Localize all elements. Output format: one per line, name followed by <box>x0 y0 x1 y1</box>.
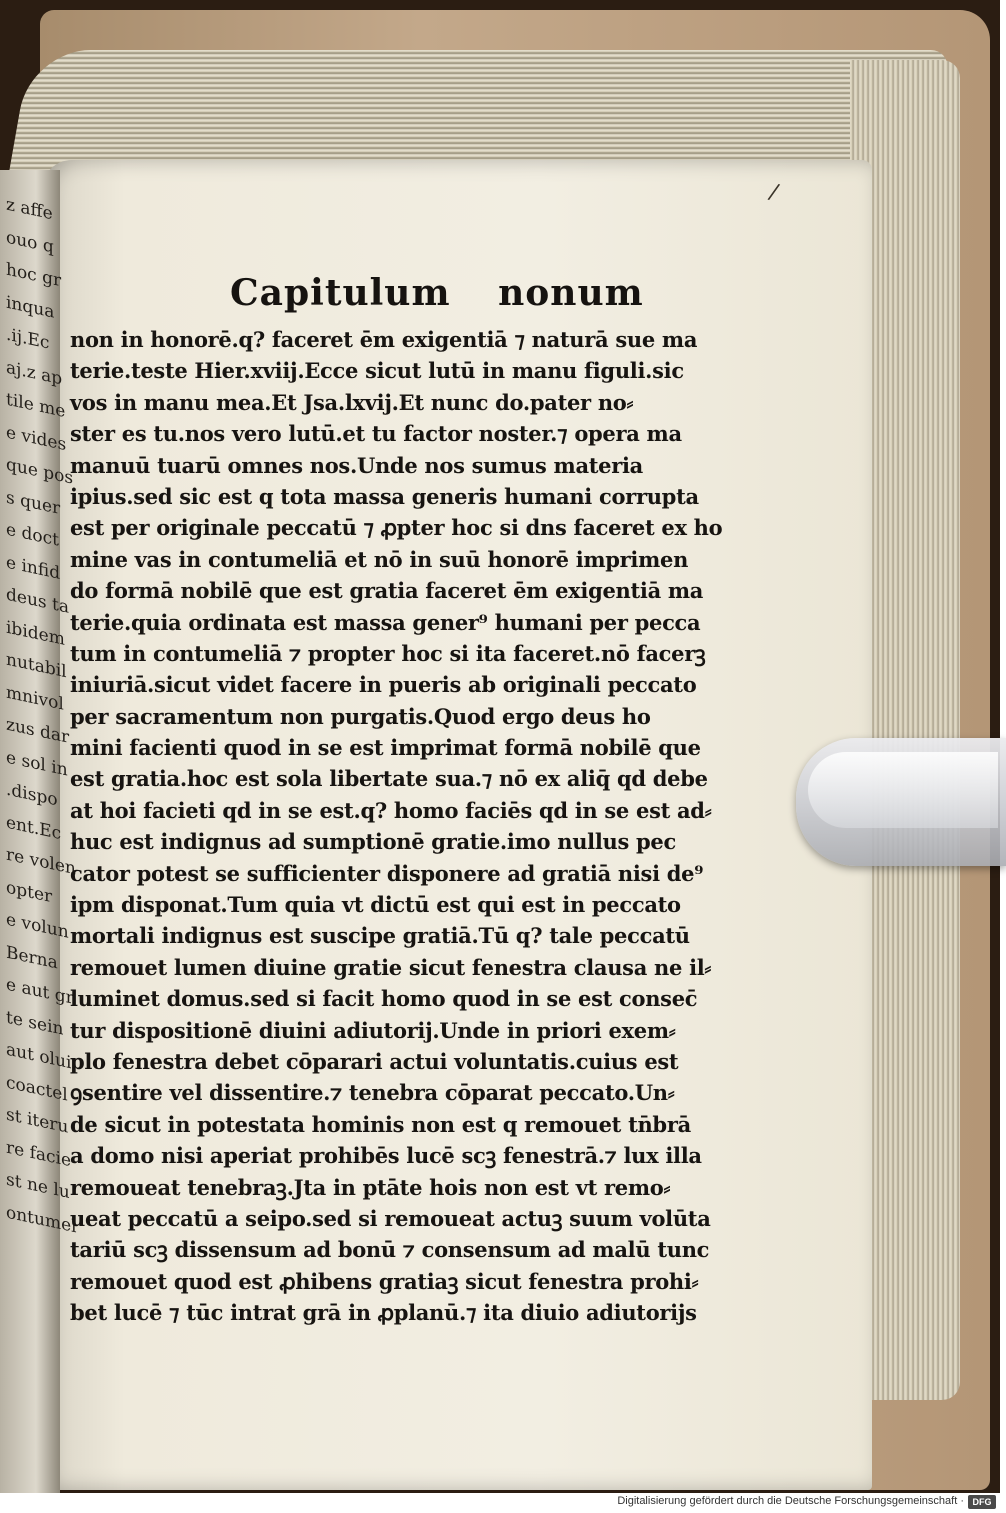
text-line: plo fenestra debet cōparari actui voluntatis.cuius est <box>70 1048 679 1074</box>
text-line: est gratia.hoc est sola libertate sua.⁊ nō ex aliq̄ qd debe <box>70 766 708 792</box>
left-page-text-fragment: e doct <box>6 519 59 551</box>
left-page-text-fragment: tile me <box>6 389 66 423</box>
left-page-text-fragment: que pos <box>6 454 74 489</box>
text-line: manuū tuarū omnes nos.Unde nos sumus materia <box>70 452 643 478</box>
left-page-text-fragment: e infid <box>6 551 61 584</box>
left-page-text-fragment: aj.z ap <box>6 356 63 389</box>
text-line: cator potest se sufficienter disponere ad gratiā nisi de⁹ <box>70 860 704 886</box>
left-page-text-fragment: opter <box>6 876 53 907</box>
text-line: per sacramentum non purgatis.Quod ergo deus ho <box>70 703 651 729</box>
text-line: mortali indignus est suscipe gratiā.Tū q? tale peccatū <box>70 923 690 949</box>
text-line: vos in manu mea.Et Jsa.lxvij.Et nunc do.pater no⸗ <box>70 389 634 415</box>
left-page-text-fragment: e vides <box>6 421 67 455</box>
left-page-text-fragment: z affe <box>6 194 53 225</box>
footer-bar <box>0 1493 1000 1513</box>
text-line: est per originale peccatū ⁊ ꝓpter hoc si dns faceret ex ho <box>70 515 723 541</box>
page-edges-top <box>9 50 950 170</box>
left-page-text-fragment: ontumel <box>6 1201 77 1237</box>
text-line: ipius.sed sic est q tota massa generis humani corrupta <box>70 483 699 509</box>
left-page-text-fragment: ent.Ec <box>6 811 62 844</box>
text-line: remoueat tenebraꝫ.Jta in ptāte hois non est vt remo⸗ <box>70 1174 671 1200</box>
left-page-text-fragment: re volen <box>6 844 76 880</box>
text-line: luminet domus.sed si facit homo quod in se est consec̄ <box>70 986 698 1012</box>
text-line: remouet quod est ꝓhibens gratiaꝫ sicut fenestra prohi⸗ <box>70 1268 699 1294</box>
text-line: mini facienti quod in se est imprimat formā nobilē que <box>70 735 701 761</box>
left-page-text-fragment: coactel <box>6 1071 68 1106</box>
left-page-text-fragment: Berna <box>6 941 58 973</box>
text-line: de sicut in potestata hominis non est q remouet tn̄brā <box>70 1111 691 1137</box>
left-page-text-fragment: ouo q <box>6 226 54 258</box>
heading-word-1: Capitulum <box>230 272 451 314</box>
left-page-text-fragment: ibidem <box>6 616 65 650</box>
left-page-text-fragment: aut olui <box>6 1039 72 1074</box>
text-line: mine vas in contumeliā et nō in suū honorē imprimen <box>70 546 689 572</box>
text-line: remouet lumen diuine gratie sicut fenestra clausa ne il⸗ <box>70 954 712 980</box>
text-line: terie.quia ordinata est massa gener⁹ humani per pecca <box>70 609 701 635</box>
left-page-text-fragment: mnivol <box>6 681 64 715</box>
left-page-text-fragment: st iteru <box>6 1104 69 1138</box>
left-page-text-fragment: st ne lu <box>6 1169 70 1204</box>
text-line: a domo nisi aperiat prohibēs lucē scꝫ fenestrā.⁊ lux illa <box>70 1143 702 1169</box>
text-line: do formā nobilē que est gratia faceret ēm exigentiā ma <box>70 578 704 604</box>
text-line: at hoi facieti qd in se est.q? homo faciēs qd in se est ad⸗ <box>70 797 712 823</box>
footer-credit: Digitalisierung gefördert durch die Deutsche Forschungsgemeinschaft · <box>617 1495 964 1507</box>
text-line: huc est indignus ad sumptionē gratie.imo nullus pec <box>70 829 676 855</box>
left-page-text-fragment: s quer <box>6 486 61 519</box>
left-page-text-fragment: re facie <box>6 1136 72 1171</box>
text-line: terie.teste Hier.xviij.Ecce sicut lutū in manu figuli.sic <box>70 358 684 384</box>
text-line: ster es tu.nos vero lutū.et tu factor noster.⁊ opera ma <box>70 421 682 447</box>
text-line: tur dispositionē diuini adiutorij.Unde in priori exem⸗ <box>70 1017 676 1043</box>
left-page-text-fragment: .dispo <box>6 779 58 811</box>
left-page-text-fragment: hoc gr <box>6 259 62 292</box>
text-line: ueat peccatū a seipo.sed si remoueat actuꝫ suum volūta <box>70 1205 711 1231</box>
left-page-text-fragment: e sol in <box>6 746 68 781</box>
chapter-heading <box>230 272 644 314</box>
corner-mark: / <box>766 179 782 206</box>
left-page-text-fragment: te sein <box>6 1006 64 1040</box>
text-line: tariū scꝫ dissensum ad bonū ⁊ consensum ad malū tunc <box>70 1237 710 1263</box>
text-line: tum in contumeliā ⁊ propter hoc si ita faceret.nō facerꝫ <box>70 640 706 666</box>
left-page-text-fragment: nutabil <box>6 649 67 683</box>
left-page-text-fragment: e aut gr <box>6 974 74 1009</box>
page-clip-highlight <box>808 752 998 828</box>
left-page-fragment <box>0 170 77 1500</box>
text-line: bet lucē ⁊ tūc intrat grā in ꝓplanū.⁊ ita diuio adiutorijs <box>70 1300 697 1326</box>
text-line: ipm disponat.Tum quia vt dictū est qui est in peccato <box>70 892 681 918</box>
text-line: ꝯsentire vel dissentire.⁊ tenebra cōparat peccato.Un⸗ <box>70 1080 675 1106</box>
left-page-text-fragment: inqua <box>6 291 55 323</box>
left-page-text-fragment: .ij.Ec <box>6 324 50 354</box>
left-page-text-fragment: e volun <box>6 909 69 943</box>
body-text <box>70 324 730 1329</box>
text-line: non in honorē.q? faceret ēm exigentiā ⁊ naturā sue ma <box>70 327 698 352</box>
dfg-logo: DFG <box>968 1495 996 1509</box>
left-page-text-fragment: zus dar <box>6 714 70 748</box>
text-line: iniuriā.sicut videt facere in pueris ab originali peccato <box>70 672 697 698</box>
heading-word-2: nonum <box>498 272 644 314</box>
left-page-text-fragment: deus ta <box>6 584 69 618</box>
